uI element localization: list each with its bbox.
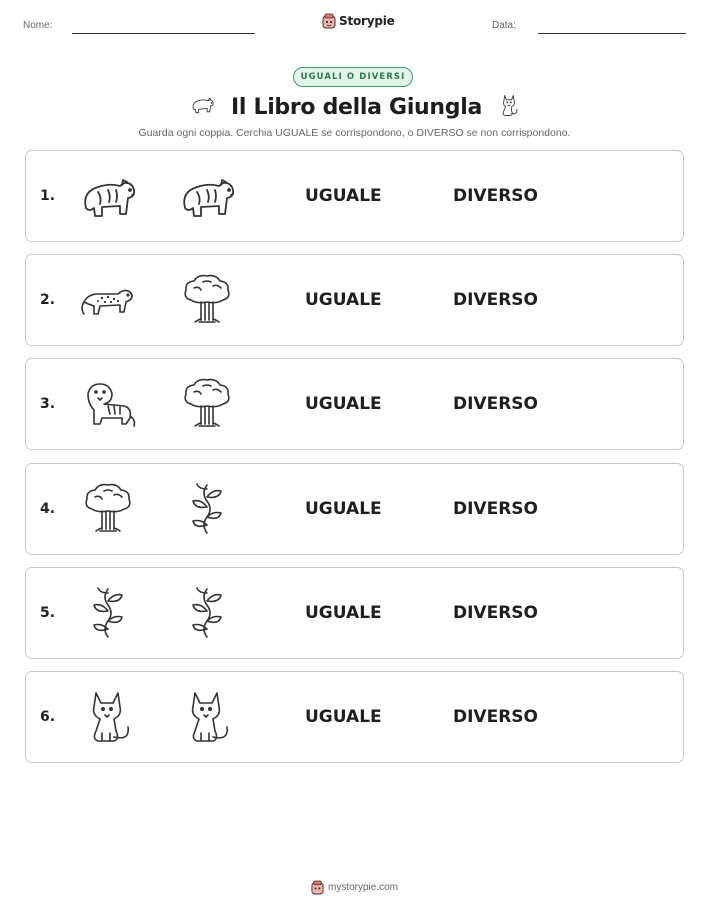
- option-different[interactable]: DIVERSO: [453, 394, 538, 414]
- wolf-icon: [177, 689, 237, 745]
- tree-icon: [78, 481, 138, 537]
- exercise-row: [25, 254, 684, 346]
- row-number: 5.: [40, 605, 56, 621]
- date-field-line[interactable]: [538, 33, 686, 34]
- title-row: [0, 88, 709, 126]
- worksheet-type-badge: UGUALI O DIVERSI: [293, 67, 413, 87]
- storypie-mascot-icon: [311, 880, 324, 895]
- bear-icon: [187, 93, 217, 122]
- option-same[interactable]: UGUALE: [305, 603, 382, 623]
- row-number: 1.: [40, 188, 56, 204]
- row-number: 4.: [40, 501, 56, 517]
- footer: [0, 880, 709, 895]
- option-different[interactable]: DIVERSO: [453, 186, 538, 206]
- option-same[interactable]: UGUALE: [305, 499, 382, 519]
- option-different[interactable]: DIVERSO: [453, 603, 538, 623]
- option-different[interactable]: DIVERSO: [453, 290, 538, 310]
- date-label: Data:: [492, 20, 516, 31]
- name-field-line[interactable]: [72, 33, 255, 34]
- bear-icon: [78, 168, 138, 224]
- exercise-row: [25, 567, 684, 659]
- exercise-row: [25, 150, 684, 242]
- option-same[interactable]: UGUALE: [305, 394, 382, 414]
- option-different[interactable]: DIVERSO: [453, 499, 538, 519]
- wolf-icon: [496, 90, 522, 125]
- tree-icon: [177, 272, 237, 328]
- option-same[interactable]: UGUALE: [305, 707, 382, 727]
- wolf-icon: [78, 689, 138, 745]
- vine-icon: [177, 585, 237, 641]
- exercise-row: [25, 358, 684, 450]
- name-label: Nome:: [23, 20, 53, 31]
- option-same[interactable]: UGUALE: [305, 290, 382, 310]
- row-number: 6.: [40, 709, 56, 725]
- bear-icon: [177, 168, 237, 224]
- exercise-row: [25, 463, 684, 555]
- exercise-row: [25, 671, 684, 763]
- instructions: Guarda ogni coppia. Cerchia UGUALE se corrispondono, o DIVERSO se non corrispondono.: [138, 127, 571, 139]
- brand-name: Storypie: [339, 14, 395, 28]
- brand-logo: [322, 13, 395, 29]
- row-number: 3.: [40, 396, 56, 412]
- footer-url[interactable]: mystorypie.com: [327, 882, 398, 893]
- row-number: 2.: [40, 292, 56, 308]
- tiger-icon: [78, 376, 138, 432]
- vine-icon: [177, 481, 237, 537]
- option-different[interactable]: DIVERSO: [453, 707, 538, 727]
- vine-icon: [78, 585, 138, 641]
- leopard-icon: [78, 272, 138, 328]
- option-same[interactable]: UGUALE: [305, 186, 382, 206]
- tree-icon: [177, 376, 237, 432]
- storypie-mascot-icon: [322, 13, 336, 29]
- page-title: Il Libro della Giungla: [230, 94, 483, 120]
